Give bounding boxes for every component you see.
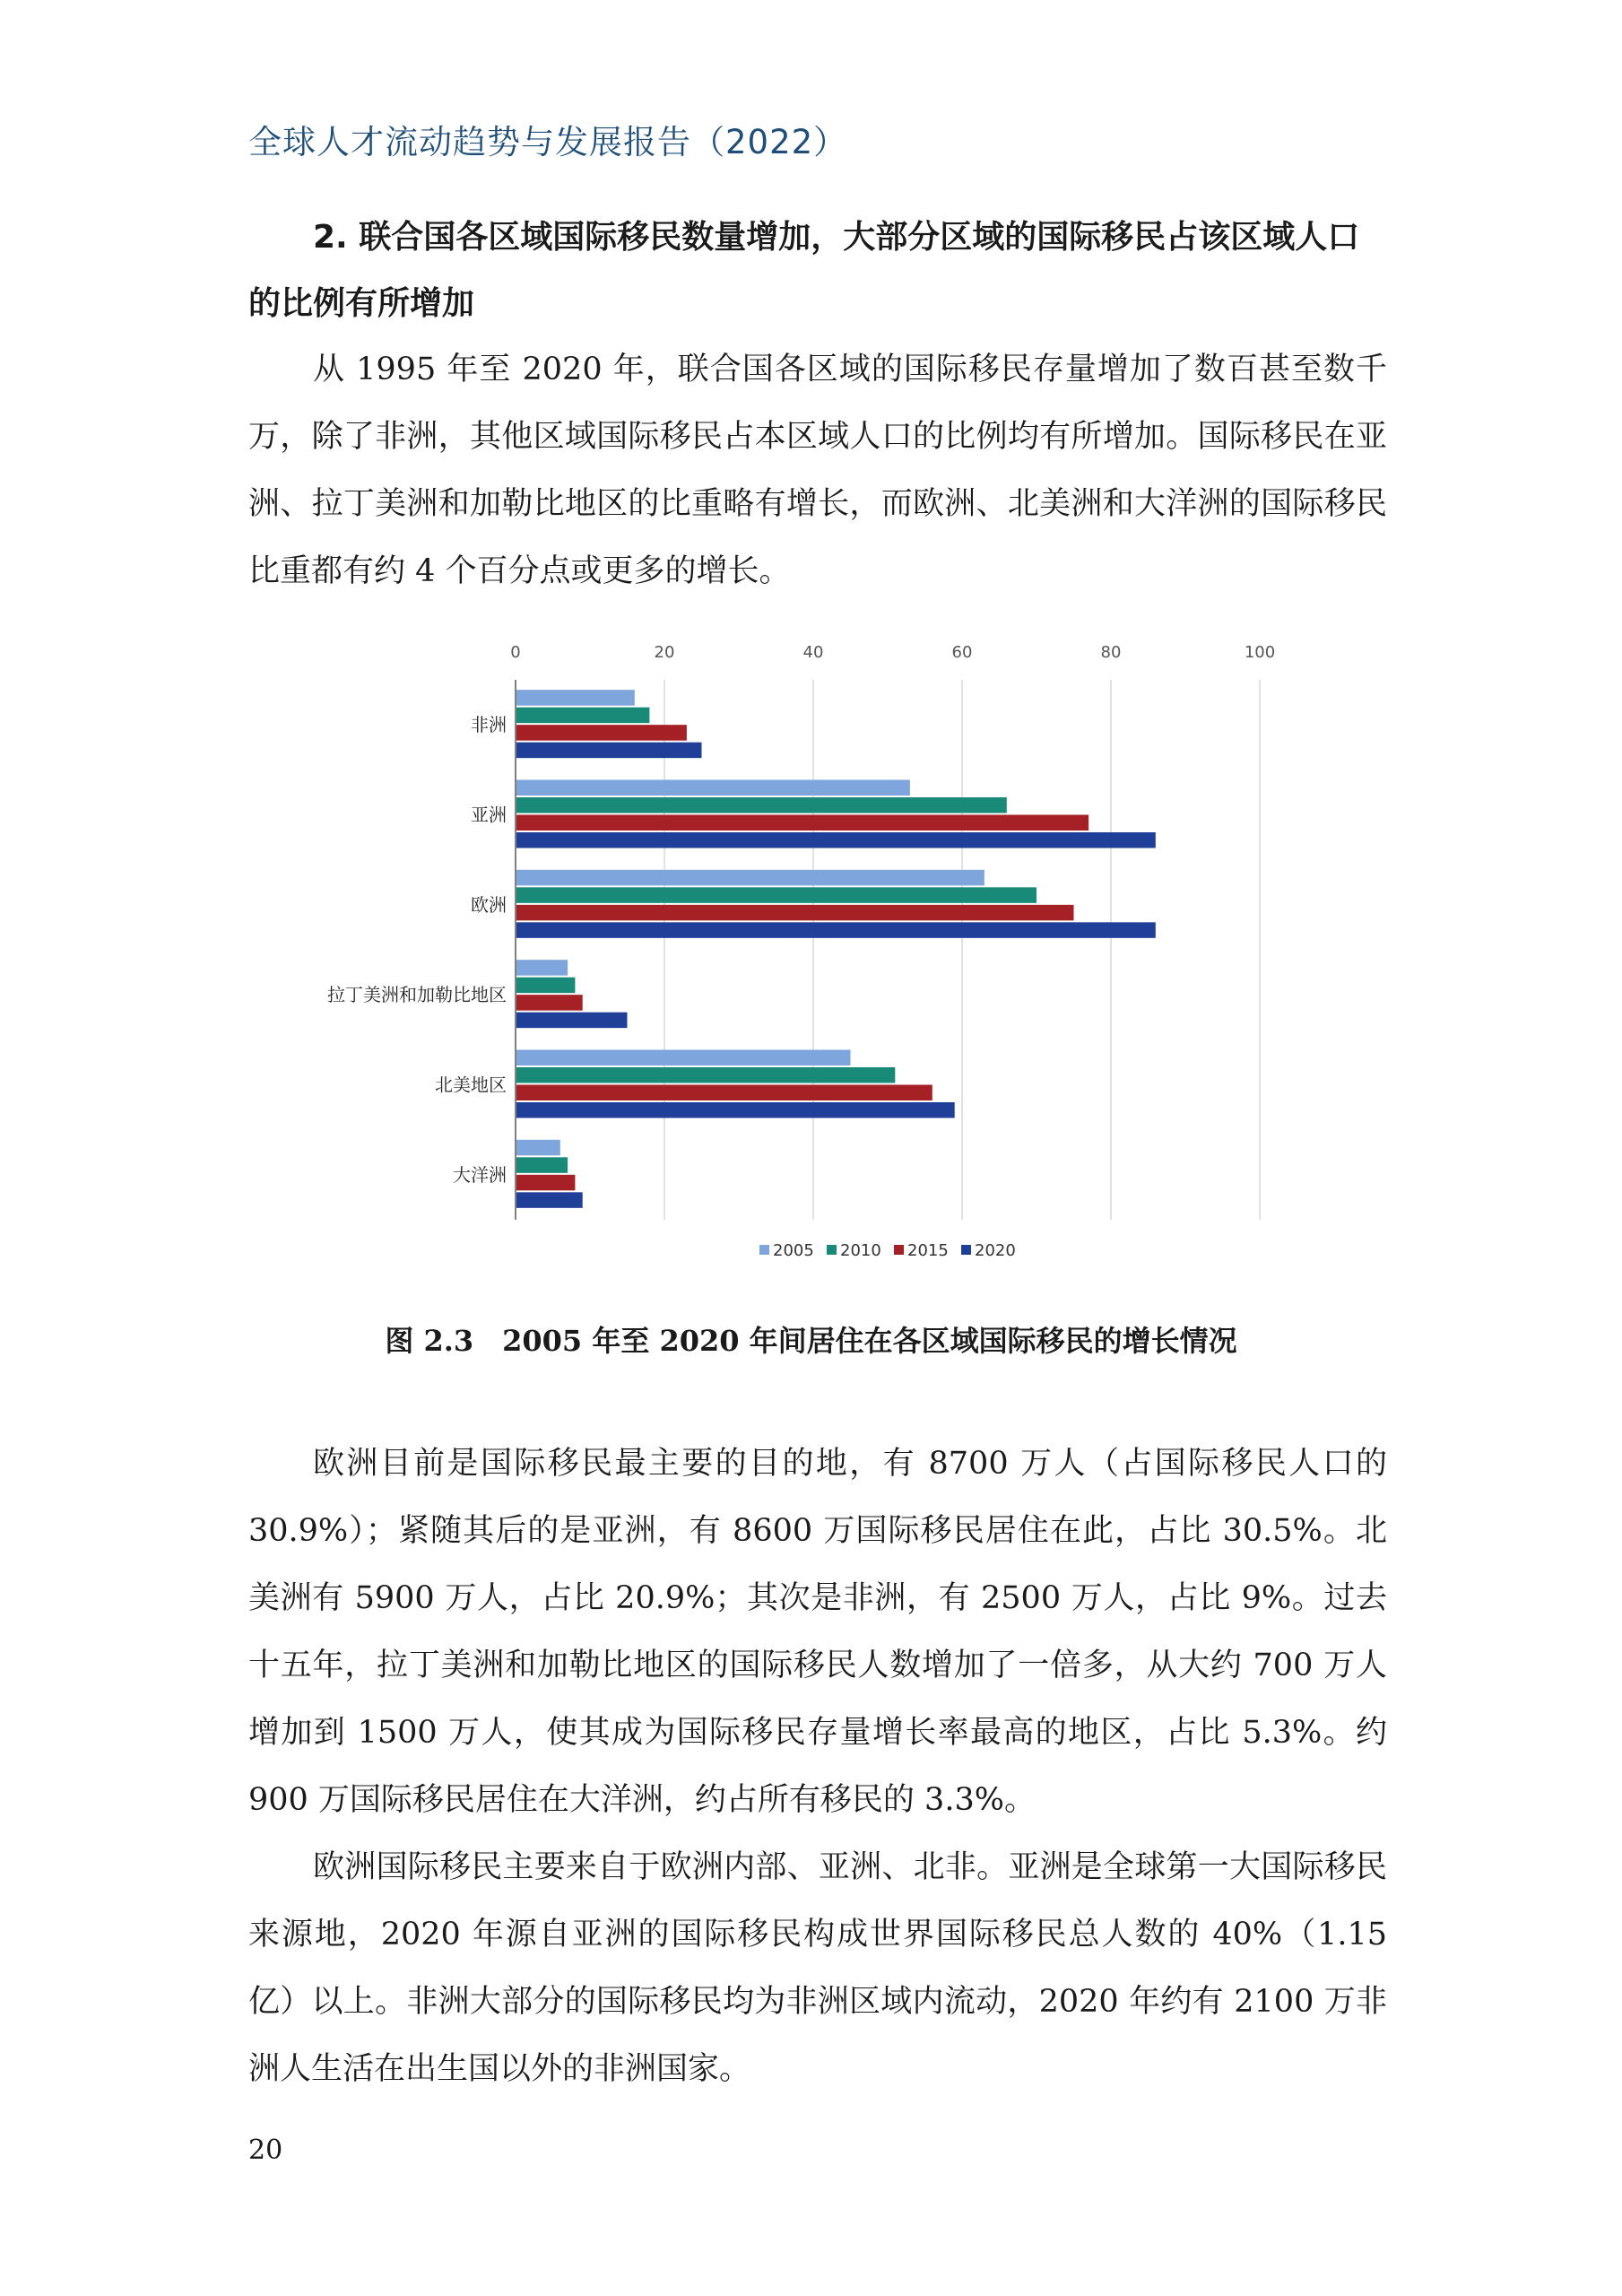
bar-2020-5 [516, 1192, 583, 1208]
bar-2015-2 [516, 905, 1074, 921]
figure-caption: 图 2.3 2005 年至 2020 年间居住在各区域国际移民的增长情况 [385, 1324, 1237, 1358]
x-tick-label: 0 [510, 643, 521, 662]
bar-2010-1 [516, 797, 1007, 813]
bar-2005-5 [516, 1140, 560, 1156]
x-tick-label: 100 [1244, 643, 1276, 662]
regional-migrant-bar-chart [305, 628, 1318, 1274]
paragraph-intro: 从 1995 年至 2020 年，联合国各区域的国际移民存量增加了数百甚至数千万，除了非洲，其他区域国际移民占本区域人口的比例均有所增加。国际移民在亚洲、拉丁美洲和加勒比地区的比重略有增长，而欧洲、北美洲和大洋洲的国际移民比重都有约 4 个百分点或更多的增长。 [248, 352, 1387, 589]
running-header: 全球人才流动趋势与发展报告（2022） [248, 123, 848, 161]
bar-2020-1 [516, 832, 1156, 848]
category-label: 欧洲 [471, 893, 507, 916]
bar-2005-1 [516, 780, 910, 796]
bar-2005-4 [516, 1050, 851, 1066]
legend-swatch-2005 [759, 1245, 769, 1255]
x-tick-label: 20 [654, 643, 675, 662]
category-label: 亚洲 [471, 804, 507, 826]
bar-2015-1 [516, 815, 1089, 831]
category-label: 拉丁美洲和加勒比地区 [327, 984, 507, 1006]
bar-2010-5 [516, 1157, 568, 1173]
bar-2015-5 [516, 1175, 575, 1191]
bar-2020-4 [516, 1102, 955, 1118]
legend-label-2010: 2010 [840, 1241, 881, 1260]
section-heading [248, 204, 1378, 337]
x-tick-label: 80 [1100, 643, 1122, 662]
category-label: 北美地区 [435, 1074, 507, 1096]
bar-2010-4 [516, 1067, 895, 1083]
bar-2020-0 [516, 743, 702, 758]
bar-2015-3 [516, 995, 583, 1011]
bar-2010-2 [516, 887, 1037, 903]
x-tick-label: 60 [951, 643, 973, 662]
paragraph-destinations: 欧洲目前是国际移民最主要的目的地，有 8700 万人（占国际移民人口的 30.9%）；紧随其后的是亚洲，有 8600 万国际移民居住在此，占比 30.5%。北美洲有 5900 万人，占比 20.9%；其次是非洲，有 2500 万人，占比 9%。过去十五年，拉丁美洲和加勒比地区的国际移民人数增加了一倍多，从大约 700 万人增加到 1500 万人，使其成为国际移民存量增长率最高的地区，占比 5.3%。约 900 万国际移民居住在大洋洲，约占所有移民的 3.3%。 [248, 1446, 1387, 1818]
section-heading-line1: 2. 联合国各区域国际移民数量增加，大部分区域的国际移民占该区域人口 [313, 219, 1360, 256]
bar-2010-0 [516, 708, 649, 724]
bar-2005-3 [516, 960, 568, 976]
bar-2005-2 [516, 870, 984, 886]
bar-2020-3 [516, 1013, 628, 1029]
bar-2010-3 [516, 978, 575, 994]
bar-2020-2 [516, 922, 1156, 938]
bar-2005-0 [516, 690, 635, 706]
legend-label-2020: 2020 [975, 1241, 1016, 1260]
legend-swatch-2015 [894, 1245, 904, 1255]
paragraph-origins: 欧洲国际移民主要来自于欧洲内部、亚洲、北非。亚洲是全球第一大国际移民来源地，2020 年源自亚洲的国际移民构成世界国际移民总人数的 40%（1.15 亿）以上。非洲大部分的国际移民均为非洲区域内流动，2020 年约有 2100 万非洲人生活在出生国以外的非洲国家。 [248, 1849, 1387, 2087]
x-tick-label: 40 [802, 643, 824, 662]
category-label: 非洲 [471, 714, 507, 736]
legend-label-2005: 2005 [773, 1241, 814, 1260]
section-heading-line2: 的比例有所增加 [248, 285, 475, 322]
bar-2015-4 [516, 1085, 932, 1101]
page-number: 20 [248, 2135, 283, 2166]
legend-swatch-2010 [827, 1245, 837, 1255]
category-label: 大洋洲 [453, 1163, 507, 1186]
legend-swatch-2020 [961, 1245, 971, 1255]
bar-2015-0 [516, 725, 687, 741]
legend-label-2015: 2015 [907, 1241, 949, 1260]
